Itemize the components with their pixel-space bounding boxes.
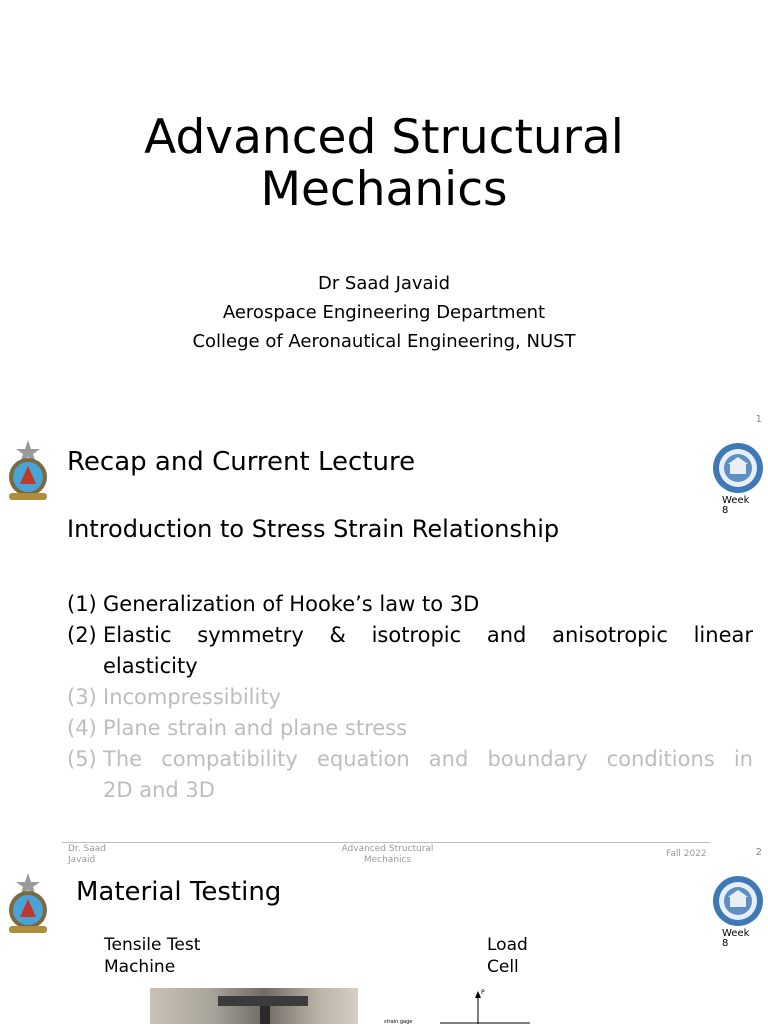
college: College of Aeronautical Engineering, NUST [192, 331, 576, 352]
slide3-title: Material Testing [76, 877, 282, 907]
week-label: Week 8 [722, 495, 750, 516]
footer-course: Advanced Structural Mechanics [341, 844, 434, 865]
author-name: Dr Saad Javaid [317, 273, 451, 294]
slide2-title: Recap and Current Lecture [67, 447, 416, 477]
tensile-machine-photo [150, 988, 358, 1024]
footer-term: Fall 2022 [666, 849, 707, 859]
page-number-1: 1 [755, 414, 762, 425]
list-item-5: (5) The compatibility equation and boundary conditions in 2D and 3D [67, 747, 753, 802]
slide2-subtitle: Introduction to Stress Strain Relationship [67, 515, 560, 543]
footer-divider [62, 842, 710, 843]
list-item-2: (2) Elastic symmetry & isotropic and anisotropic linear elasticity [67, 623, 753, 678]
diagram-label-p: P [481, 989, 485, 996]
footer-author: Dr. Saad Javaid [68, 844, 106, 865]
list-item-3: (3) Incompressibility [67, 685, 281, 709]
diagram-label-strain-gage: strain gage [384, 1019, 413, 1025]
load-cell-diagram [380, 988, 540, 1024]
tensile-machine-label: Tensile Test Machine [104, 935, 201, 977]
slide1-title-line2: Mechanics [260, 162, 508, 217]
university-seal-logo [712, 875, 764, 927]
slide1-title-line1: Advanced Structural [144, 110, 624, 165]
list-item-1: (1) Generalization of Hooke’s law to 3D [67, 592, 480, 616]
department: Aerospace Engineering Department [222, 302, 546, 323]
load-cell-label: Load Cell [487, 935, 528, 977]
college-crest-logo [4, 873, 52, 935]
page-number-2: 2 [755, 847, 762, 858]
slide1-title [0, 112, 768, 216]
week-label: Week 8 [722, 928, 750, 949]
university-seal-logo [712, 442, 764, 494]
college-crest-logo [4, 440, 52, 502]
list-item-4: (4) Plane strain and plane stress [67, 716, 408, 740]
